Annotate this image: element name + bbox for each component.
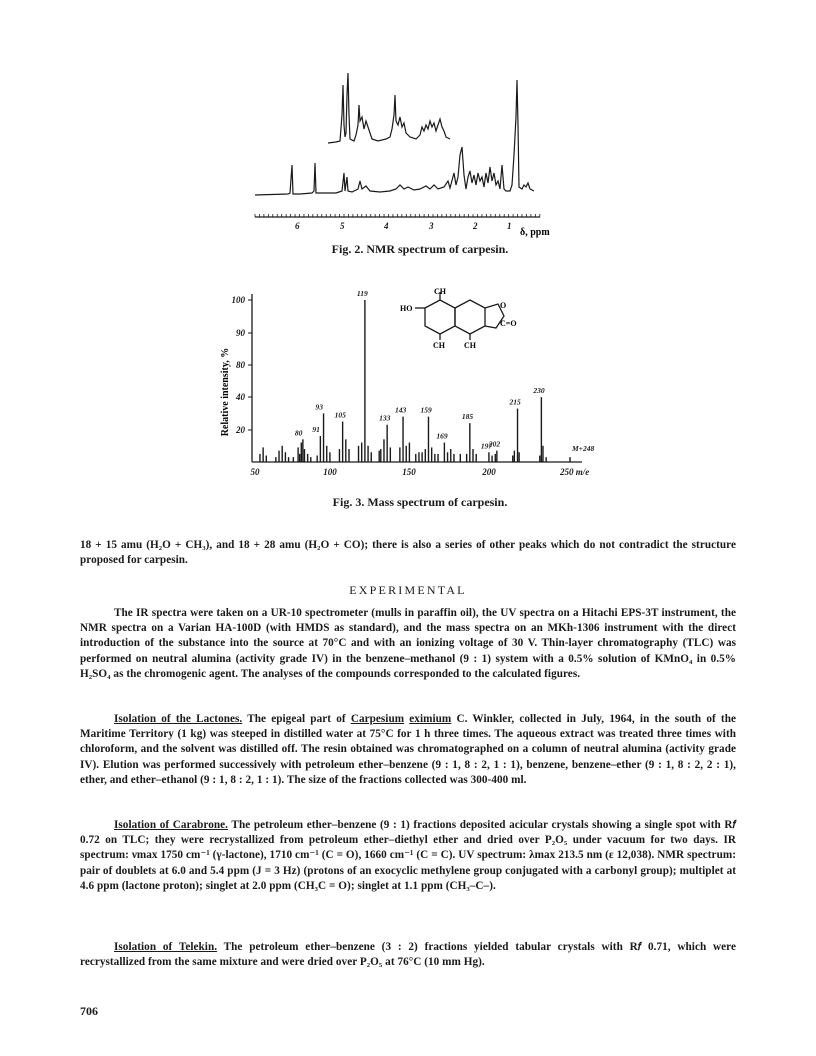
- paragraph-lactones-text: [80, 712, 736, 788]
- struct-ch3: CH: [434, 287, 446, 296]
- nmr-tick-1: 1: [507, 221, 512, 231]
- ms-peak-label-143: 143: [395, 405, 407, 415]
- ms-xtick-50: 50: [250, 467, 260, 477]
- carabrone-body: The petroleum ether–benzene (9 : 1) fractions deposited acicular crystals showing a single spot with R𝑓 0.72 on TLC; they were recrystallized from petroleum ether–diethyl ether and dried over P₂O₅ under vacuum for two days. IR spectrum: νmax 1750 cm⁻¹ (γ-lactone), 1710 cm⁻¹ (C = O), 1660 cm⁻¹ (C = C). UV spectrum: λmax 213.5 nm (ε 12,038). NMR spectrum: pair of doublets at 6.0 and 5.4 ppm (J = 3 Hz) (protons of an exocyclic methylene group conjugated with a carbonyl group); multiplet at 4.6 ppm (lactone proton); singlet at 2.0 ppm (CH₃C = O); singlet at 1.1 ppm (CH₃–C–).: [80, 819, 737, 892]
- ms-xtick-250: 250 m/e: [560, 467, 590, 477]
- mass-spectrum-figure: [212, 286, 612, 482]
- ms-xtick-150: 150: [402, 467, 416, 477]
- lactones-title: Isolation of the Lactones.: [114, 713, 243, 725]
- genus-name: Carpesium: [350, 713, 405, 725]
- ms-peak-label-80: 80: [294, 428, 303, 438]
- ms-xtick-100: 100: [323, 467, 337, 477]
- ms-bars: [260, 300, 570, 462]
- ms-peak-label-230: 230: [533, 386, 545, 396]
- species-name: eximium: [409, 713, 452, 725]
- ms-peak-label-133: 133: [379, 413, 391, 423]
- ms-peak-label-215: 215: [509, 397, 521, 407]
- ms-ytick-label-20: 20: [236, 425, 245, 435]
- nmr-tick-3: 3: [429, 221, 434, 231]
- ms-peak-label-93: 93: [315, 402, 324, 412]
- figure3-caption: Fig. 3. Mass spectrum of carpesin.: [332, 495, 508, 509]
- ms-peak-label-248: M+248: [572, 444, 595, 454]
- ms-peak-label-119: 119: [356, 289, 368, 298]
- nmr-upper-trace: [328, 73, 450, 143]
- nmr-spectrum-figure: [240, 55, 560, 240]
- nmr-axis-unit: δ, ppm: [520, 227, 550, 238]
- struct-ch2-right: CH: [464, 341, 476, 350]
- nmr-tick-5: 5: [340, 221, 345, 231]
- nmr-tick-4: 4: [384, 221, 389, 231]
- ms-peak-label-185: 185: [461, 412, 474, 422]
- intro-paragraph: [80, 538, 736, 568]
- paragraph-lactones: [80, 712, 736, 788]
- struct-ch2-left: CH: [433, 341, 445, 350]
- ms-ytick-label-80: 80: [236, 360, 245, 370]
- experimental-heading: EXPERIMENTAL: [349, 583, 467, 597]
- nmr-tick-2: 2: [473, 221, 478, 231]
- struct-c-eq-o: C=O: [500, 319, 517, 328]
- paragraph-telekin-text: [80, 940, 736, 970]
- ms-peak-label-169: 169: [436, 431, 448, 441]
- ms-peak-label-202: 202: [488, 439, 501, 449]
- ms-peak-labels: [295, 289, 595, 453]
- ms-xtick-200: 200: [482, 467, 496, 477]
- intro-text: 18 + 15 amu (H₂O + CH₃), and 18 + 28 amu (H₂O + CO); there is also a series of other peaks which do not contradict the structure proposed for carpesin.: [80, 539, 736, 567]
- nmr-tick-6: 6: [295, 221, 300, 231]
- ms-peak-label-197: 197: [480, 441, 493, 451]
- paragraph-telekin: [80, 940, 736, 970]
- paragraph-instruments-text: The IR spectra were taken on a UR-10 spectrometer (mulls in paraffin oil), the UV spectra on a Hitachi EPS-3T instrument, the NMR spectra on a Varian HA-100D (with HMDS as standard), and the mass spectra on an MKh-1306 instrument with the direct introduction of the substance into the source at 70°C and with an ionizing voltage of 30 V. Thin-layer chromatography (TLC) was performed on neutral alumina (activity grade IV) in the benzene–methanol (9 : 1) system with a 0.5% solution of KMnO₄ in 0.5% H₂SO₄ as the chromogenic agent. The analyses of the compounds corresponded to the calculated figures.: [80, 607, 736, 680]
- struct-ho: HO: [400, 304, 413, 313]
- figure2-caption: Fig. 2. NMR spectrum of carpesin.: [331, 242, 509, 256]
- paragraph-carabrone-text: [80, 818, 736, 894]
- lactones-text-a: The epigeal part of: [242, 713, 351, 725]
- ms-peak-label-105: 105: [334, 410, 346, 420]
- ms-peak-label-159: 159: [420, 405, 432, 415]
- carabrone-title: Isolation of Carabrone.: [114, 819, 229, 831]
- telekin-title: Isolation of Telekin.: [114, 941, 218, 953]
- paragraph-instruments: [80, 606, 736, 682]
- paragraph-carabrone: [80, 818, 736, 894]
- carpesin-structure: [415, 292, 507, 340]
- telekin-body: The petroleum ether–benzene (3 : 2) fractions yielded tabular crystals with R𝑓 0.71, which were recrystallized from the same mixture and were dried over P₂O₅ at 76°C (10 mm Hg).: [80, 941, 736, 969]
- lactones-text-b: C. Winkler, collected in July, 1964, in the south of the Maritime Territory (1 kg) was steeped in distilled water at 75°C for 1 h three times. The aqueous extract was treated three times with chloroform, and the solvent was distilled off. The resin obtained was chromatographed on a column of neutral alumina (activity grade IV). Elution was performed successively with petroleum ether–benzene (9 : 1, 8 : 2, 1 : 1), benzene, benzene–ether (9 : 1, 8 : 2, 2 : 1), ether, and ether–ethanol (9 : 1, 8 : 2, 1 : 1). The size of the fractions collected was 300-400 ml.: [80, 713, 736, 786]
- ms-ytick-label-40: 40: [236, 392, 245, 402]
- struct-o-ring: O: [500, 301, 507, 310]
- ms-peak-label-91: 91: [312, 425, 320, 435]
- page-number: 706: [80, 1004, 98, 1018]
- ms-y-axis-label: Relative intensity, %: [220, 347, 231, 437]
- ms-ytick-label-100: 100: [231, 295, 245, 305]
- ms-ytick-label-90: 90: [236, 328, 245, 338]
